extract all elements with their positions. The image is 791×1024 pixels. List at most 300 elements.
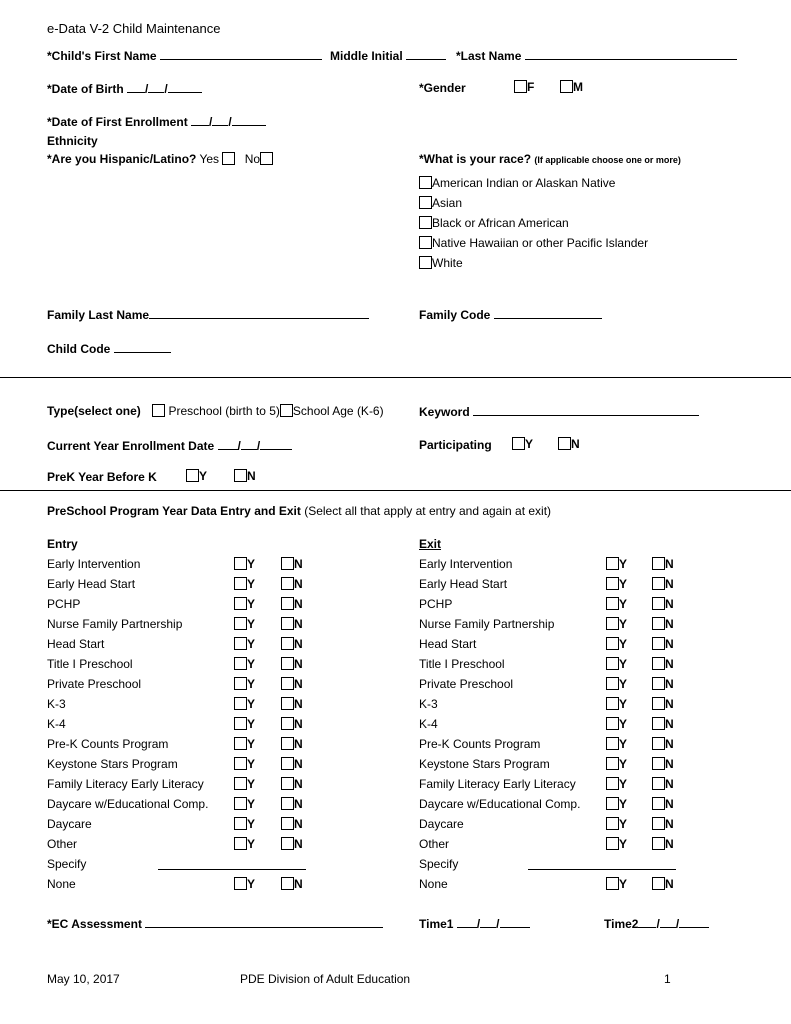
n-label: N	[294, 837, 303, 851]
entry-program-n-option	[281, 737, 303, 751]
n-label: N	[665, 637, 674, 651]
entry-program-n-checkbox[interactable]	[281, 817, 294, 830]
n-label: N	[294, 597, 303, 611]
exit-program-n-checkbox[interactable]	[652, 617, 665, 630]
y-label: Y	[247, 717, 256, 731]
exit-program-y-option	[606, 737, 627, 751]
entry-program-label: Other	[47, 837, 78, 851]
type-preschool-checkbox[interactable]	[152, 404, 165, 417]
exit-program-n-option	[652, 797, 674, 811]
exit-program-n-checkbox[interactable]	[652, 677, 665, 690]
exit-program-label: Early Intervention	[419, 557, 513, 571]
exit-program-y-checkbox[interactable]	[606, 757, 619, 770]
date-separator: /	[675, 917, 680, 931]
entry-program-y-checkbox[interactable]	[234, 557, 247, 570]
exit-program-n-checkbox[interactable]	[652, 817, 665, 830]
y-label: Y	[247, 837, 256, 851]
y-label: Y	[619, 577, 628, 591]
exit-program-y-checkbox[interactable]	[606, 657, 619, 670]
exit-program-label: Keystone Stars Program	[419, 757, 550, 771]
race-options-list	[419, 173, 648, 273]
first-enrollment-month-field[interactable]	[191, 114, 209, 126]
y-label: Y	[619, 777, 628, 791]
family-last-name-field[interactable]	[149, 307, 369, 319]
y-label: Y	[247, 877, 256, 891]
y-label: Y	[247, 777, 256, 791]
program-heading-note: (Select all that apply at entry and again at exit)	[304, 504, 552, 518]
entry-program-n-checkbox[interactable]	[281, 617, 294, 630]
n-label: N	[294, 637, 303, 651]
race-option-label: White	[432, 256, 463, 270]
entry-program-y-checkbox[interactable]	[234, 837, 247, 850]
race-option	[419, 173, 648, 193]
exit-program-n-option	[652, 657, 674, 671]
entry-heading: Entry	[47, 537, 78, 551]
date-separator: /	[145, 82, 149, 96]
entry-program-n-checkbox[interactable]	[281, 757, 294, 770]
dob-day-field[interactable]	[148, 81, 164, 93]
child-code-label: Child Code	[47, 342, 111, 356]
current-enrollment-label: Current Year Enrollment Date	[47, 439, 215, 453]
y-label: Y	[619, 597, 628, 611]
entry-program-y-checkbox[interactable]	[234, 617, 247, 630]
footer-org: PDE Division of Adult Education	[240, 972, 411, 986]
y-label: Y	[619, 557, 628, 571]
time1-month-field[interactable]	[457, 916, 477, 928]
y-label: Y	[247, 597, 256, 611]
entry-program-n-checkbox[interactable]	[281, 637, 294, 650]
n-label: N	[665, 657, 674, 671]
n-label: N	[665, 797, 674, 811]
y-label: Y	[619, 837, 628, 851]
exit-heading: Exit	[419, 537, 442, 551]
child-code-field[interactable]	[114, 341, 171, 353]
current-enrollment-year-field[interactable]	[260, 438, 292, 450]
exit-none-y-checkbox[interactable]	[606, 877, 619, 890]
exit-program-n-checkbox[interactable]	[652, 717, 665, 730]
n-label: N	[665, 877, 674, 891]
entry-program-y-option	[234, 677, 255, 691]
hispanic-yes-checkbox[interactable]	[222, 152, 235, 165]
entry-program-label: Title I Preschool	[47, 657, 133, 671]
date-separator: /	[164, 82, 168, 96]
exit-program-label: Nurse Family Partnership	[419, 617, 555, 631]
participating-n-checkbox[interactable]	[558, 437, 571, 450]
entry-program-n-option	[281, 557, 303, 571]
entry-program-y-option	[234, 797, 255, 811]
time1-label: Time1	[419, 917, 454, 931]
prek-n-checkbox[interactable]	[234, 469, 247, 482]
gender-f-label: F	[527, 80, 535, 94]
n-label: N	[247, 469, 256, 483]
form-title: e-Data V-2 Child Maintenance	[47, 21, 221, 36]
y-label: Y	[247, 697, 256, 711]
exit-program-label: Head Start	[419, 637, 477, 651]
entry-program-y-checkbox[interactable]	[234, 657, 247, 670]
entry-program-n-checkbox[interactable]	[281, 737, 294, 750]
race-checkbox[interactable]	[419, 256, 432, 269]
entry-program-label: Early Head Start	[47, 577, 136, 591]
exit-program-n-checkbox[interactable]	[652, 657, 665, 670]
ethnicity-heading: Ethnicity	[47, 134, 98, 148]
exit-program-label: K-3	[419, 697, 438, 711]
exit-program-n-checkbox[interactable]	[652, 577, 665, 590]
entry-program-y-checkbox[interactable]	[234, 697, 247, 710]
date-separator: /	[228, 115, 232, 129]
entry-program-n-checkbox[interactable]	[281, 777, 294, 790]
participating-y-checkbox[interactable]	[512, 437, 525, 450]
first-enrollment-day-field[interactable]	[212, 114, 228, 126]
footer-date: May 10, 2017	[47, 972, 120, 986]
entry-program-y-checkbox[interactable]	[234, 757, 247, 770]
time2-year-field[interactable]	[679, 916, 709, 928]
exit-program-n-option	[652, 757, 674, 771]
n-label: N	[665, 757, 674, 771]
entry-program-n-checkbox[interactable]	[281, 577, 294, 590]
entry-program-label: K-3	[47, 697, 66, 711]
exit-program-n-option	[652, 677, 674, 691]
entry-program-n-option	[281, 717, 303, 731]
n-label: N	[665, 737, 674, 751]
dob-year-field[interactable]	[168, 81, 202, 93]
y-label: Y	[247, 817, 256, 831]
exit-program-y-option	[606, 697, 627, 711]
exit-program-n-checkbox[interactable]	[652, 757, 665, 770]
exit-program-y-checkbox[interactable]	[606, 557, 619, 570]
time1-year-field[interactable]	[500, 916, 530, 928]
entry-program-n-option	[281, 697, 303, 711]
section-divider	[0, 377, 791, 378]
entry-program-n-option	[281, 657, 303, 671]
n-label: N	[294, 697, 303, 711]
family-code-label: Family Code	[419, 308, 491, 322]
race-option	[419, 233, 648, 253]
entry-program-n-checkbox[interactable]	[281, 697, 294, 710]
entry-program-y-checkbox[interactable]	[234, 677, 247, 690]
n-label: N	[665, 837, 674, 851]
n-label: N	[665, 617, 674, 631]
hispanic-yes-label: Yes	[199, 152, 220, 166]
n-label: N	[294, 757, 303, 771]
race-option	[419, 213, 648, 233]
exit-program-y-checkbox[interactable]	[606, 697, 619, 710]
entry-specify-label: Specify	[47, 857, 87, 871]
entry-program-label: Family Literacy Early Literacy	[47, 777, 204, 791]
exit-program-y-checkbox[interactable]	[606, 617, 619, 630]
gender-label: *Gender	[419, 81, 466, 95]
date-separator: /	[237, 439, 241, 453]
exit-program-n-checkbox[interactable]	[652, 737, 665, 750]
exit-program-n-checkbox[interactable]	[652, 697, 665, 710]
prek-y-checkbox[interactable]	[186, 469, 199, 482]
entry-program-label: Head Start	[47, 637, 105, 651]
n-label: N	[294, 557, 303, 571]
exit-program-y-option	[606, 617, 627, 631]
y-label: Y	[247, 737, 256, 751]
y-label: Y	[247, 557, 256, 571]
exit-program-y-checkbox[interactable]	[606, 837, 619, 850]
exit-program-label: K-4	[419, 717, 438, 731]
entry-program-label: Private Preschool	[47, 677, 142, 691]
hispanic-question: *Are you Hispanic/Latino?	[47, 152, 197, 166]
entry-program-n-option	[281, 797, 303, 811]
y-label: Y	[619, 697, 628, 711]
race-option-label: American Indian or Alaskan Native	[432, 176, 616, 190]
entry-program-y-checkbox[interactable]	[234, 577, 247, 590]
race-checkbox[interactable]	[419, 196, 432, 209]
y-label: Y	[619, 797, 628, 811]
exit-program-label: Daycare w/Educational Comp.	[419, 797, 581, 811]
exit-program-label: Other	[419, 837, 450, 851]
entry-program-label: Daycare	[47, 817, 92, 831]
entry-program-y-checkbox[interactable]	[234, 637, 247, 650]
entry-program-n-option	[281, 597, 303, 611]
entry-program-y-option	[234, 597, 255, 611]
y-label: Y	[619, 657, 628, 671]
entry-program-y-option	[234, 817, 255, 831]
n-label: N	[294, 677, 303, 691]
exit-program-n-checkbox[interactable]	[652, 557, 665, 570]
y-label: Y	[619, 737, 628, 751]
exit-program-label: Daycare	[419, 817, 464, 831]
exit-program-n-option	[652, 617, 674, 631]
y-label: Y	[619, 817, 628, 831]
exit-program-y-option	[606, 657, 627, 671]
time2-month-field[interactable]	[638, 916, 656, 928]
family-code-field[interactable]	[494, 307, 602, 319]
n-label: N	[665, 577, 674, 591]
n-label: N	[294, 777, 303, 791]
n-label: N	[294, 797, 303, 811]
exit-program-y-option	[606, 797, 627, 811]
middle-initial-field[interactable]	[406, 48, 446, 60]
entry-program-n-option	[281, 577, 303, 591]
exit-program-label: Pre-K Counts Program	[419, 737, 541, 751]
exit-program-n-checkbox[interactable]	[652, 597, 665, 610]
entry-program-n-checkbox[interactable]	[281, 657, 294, 670]
exit-program-n-option	[652, 637, 674, 651]
exit-program-y-option	[606, 677, 627, 691]
entry-program-y-option	[234, 737, 255, 751]
exit-program-n-checkbox[interactable]	[652, 797, 665, 810]
exit-program-label: PCHP	[419, 597, 453, 611]
n-label: N	[294, 877, 303, 891]
n-label: N	[294, 717, 303, 731]
entry-program-n-option	[281, 677, 303, 691]
exit-program-n-option	[652, 777, 674, 791]
exit-specify-field[interactable]	[528, 858, 676, 870]
n-label: N	[294, 577, 303, 591]
y-label: Y	[199, 469, 208, 483]
n-label: N	[571, 437, 580, 451]
entry-program-n-option	[281, 817, 303, 831]
date-separator: /	[256, 439, 261, 453]
entry-program-n-checkbox[interactable]	[281, 597, 294, 610]
race-checkbox[interactable]	[419, 176, 432, 189]
gender-m-label: M	[573, 80, 583, 94]
exit-program-n-option	[652, 697, 674, 711]
entry-program-y-checkbox[interactable]	[234, 797, 247, 810]
entry-program-label: Pre-K Counts Program	[47, 737, 169, 751]
entry-none-n-checkbox[interactable]	[281, 877, 294, 890]
race-option-label: Black or African American	[432, 216, 569, 230]
race-checkbox[interactable]	[419, 236, 432, 249]
exit-program-y-checkbox[interactable]	[606, 597, 619, 610]
exit-program-label: Private Preschool	[419, 677, 514, 691]
exit-program-y-checkbox[interactable]	[606, 777, 619, 790]
hispanic-no-checkbox[interactable]	[260, 152, 273, 165]
entry-program-label: K-4	[47, 717, 66, 731]
entry-program-y-checkbox[interactable]	[234, 737, 247, 750]
n-label: N	[294, 657, 303, 671]
exit-program-y-checkbox[interactable]	[606, 677, 619, 690]
y-label: Y	[619, 617, 628, 631]
first-enrollment-year-field[interactable]	[232, 114, 266, 126]
first-enrollment-label: *Date of First Enrollment	[47, 115, 188, 129]
exit-program-n-option	[652, 597, 674, 611]
entry-program-y-option	[234, 837, 255, 851]
y-label: Y	[619, 757, 628, 771]
current-enrollment-month-field[interactable]	[218, 438, 238, 450]
type-school-age-checkbox[interactable]	[280, 404, 293, 417]
n-label: N	[294, 617, 303, 631]
gender-f-checkbox[interactable]	[514, 80, 527, 93]
entry-program-n-checkbox[interactable]	[281, 717, 294, 730]
y-label: Y	[247, 797, 256, 811]
date-separator: /	[656, 917, 660, 931]
exit-program-y-option	[606, 817, 627, 831]
exit-program-y-option	[606, 597, 627, 611]
y-label: Y	[247, 657, 256, 671]
entry-program-n-option	[281, 777, 303, 791]
exit-program-y-checkbox[interactable]	[606, 817, 619, 830]
exit-program-label: Title I Preschool	[419, 657, 505, 671]
y-label: Y	[619, 877, 628, 891]
entry-program-label: Early Intervention	[47, 557, 141, 571]
race-option	[419, 193, 648, 213]
entry-program-y-checkbox[interactable]	[234, 717, 247, 730]
entry-none-y-checkbox[interactable]	[234, 877, 247, 890]
entry-program-n-checkbox[interactable]	[281, 557, 294, 570]
exit-program-n-checkbox[interactable]	[652, 637, 665, 650]
participating-label: Participating	[419, 438, 492, 452]
y-label: Y	[619, 637, 628, 651]
entry-program-y-option	[234, 777, 255, 791]
current-enrollment-day-field[interactable]	[241, 438, 257, 450]
exit-program-n-option	[652, 577, 674, 591]
dob-label: *Date of Birth	[47, 82, 124, 96]
exit-program-y-checkbox[interactable]	[606, 797, 619, 810]
exit-program-n-option	[652, 737, 674, 751]
keyword-label: Keyword	[419, 405, 470, 419]
exit-program-y-option	[606, 757, 627, 771]
keyword-field[interactable]	[473, 404, 699, 416]
n-label: N	[665, 717, 674, 731]
race-checkbox[interactable]	[419, 216, 432, 229]
first-name-label: *Child's First Name	[47, 49, 157, 63]
exit-program-n-option	[652, 837, 674, 851]
ec-assessment-field[interactable]	[145, 916, 383, 928]
y-label: Y	[247, 577, 256, 591]
exit-program-y-checkbox[interactable]	[606, 577, 619, 590]
entry-program-y-option	[234, 637, 255, 651]
race-option	[419, 253, 648, 273]
type-label: Type(select one)	[47, 404, 141, 418]
race-note: (If applicable choose one or more)	[534, 155, 681, 165]
family-last-name-label: Family Last Name	[47, 308, 150, 322]
exit-program-y-checkbox[interactable]	[606, 737, 619, 750]
n-label: N	[294, 737, 303, 751]
exit-program-y-checkbox[interactable]	[606, 717, 619, 730]
exit-program-y-checkbox[interactable]	[606, 637, 619, 650]
entry-program-y-option	[234, 717, 255, 731]
y-label: Y	[247, 677, 256, 691]
gender-m-checkbox[interactable]	[560, 80, 573, 93]
entry-program-y-checkbox[interactable]	[234, 777, 247, 790]
entry-program-n-checkbox[interactable]	[281, 837, 294, 850]
n-label: N	[665, 557, 674, 571]
date-separator: /	[209, 115, 213, 129]
last-name-field[interactable]	[525, 48, 737, 60]
entry-program-y-option	[234, 657, 255, 671]
last-name-label: *Last Name	[456, 49, 522, 63]
entry-specify-field[interactable]	[158, 858, 306, 870]
y-label: Y	[247, 617, 256, 631]
entry-program-label: Keystone Stars Program	[47, 757, 178, 771]
entry-program-y-option	[234, 757, 255, 771]
time2-label: Time2	[604, 917, 639, 931]
race-option-label: Asian	[432, 196, 463, 210]
exit-program-n-option	[652, 817, 674, 831]
entry-program-label: PCHP	[47, 597, 81, 611]
n-label: N	[665, 817, 674, 831]
n-label: N	[665, 777, 674, 791]
exit-none-n-checkbox[interactable]	[652, 877, 665, 890]
race-question: *What is your race?	[419, 152, 532, 166]
exit-program-y-option	[606, 557, 627, 571]
entry-program-y-option	[234, 577, 255, 591]
y-label: Y	[619, 677, 628, 691]
n-label: N	[294, 817, 303, 831]
race-option-label: Native Hawaiian or other Pacific Islander	[432, 236, 649, 250]
entry-program-n-checkbox[interactable]	[281, 677, 294, 690]
type-school-age-label: School Age (K-6)	[292, 404, 384, 418]
time1-day-field[interactable]	[480, 916, 496, 928]
middle-initial-label: Middle Initial	[330, 49, 403, 63]
dob-month-field[interactable]	[127, 81, 145, 93]
exit-program-y-option	[606, 837, 627, 851]
exit-program-n-checkbox[interactable]	[652, 777, 665, 790]
n-label: N	[665, 697, 674, 711]
prek-year-label: PreK Year Before K	[47, 470, 157, 484]
entry-program-n-checkbox[interactable]	[281, 797, 294, 810]
entry-program-y-checkbox[interactable]	[234, 597, 247, 610]
y-label: Y	[247, 757, 256, 771]
exit-program-n-option	[652, 717, 674, 731]
ec-assessment-label: *EC Assessment	[47, 917, 142, 931]
entry-program-n-option	[281, 757, 303, 771]
entry-program-y-checkbox[interactable]	[234, 817, 247, 830]
entry-program-n-option	[281, 617, 303, 631]
date-separator: /	[496, 917, 500, 931]
time2-day-field[interactable]	[660, 916, 676, 928]
exit-program-n-option	[652, 557, 674, 571]
entry-program-n-option	[281, 837, 303, 851]
first-name-field[interactable]	[160, 48, 322, 60]
exit-program-n-checkbox[interactable]	[652, 837, 665, 850]
entry-program-y-option	[234, 697, 255, 711]
entry-program-label: Daycare w/Educational Comp.	[47, 797, 209, 811]
